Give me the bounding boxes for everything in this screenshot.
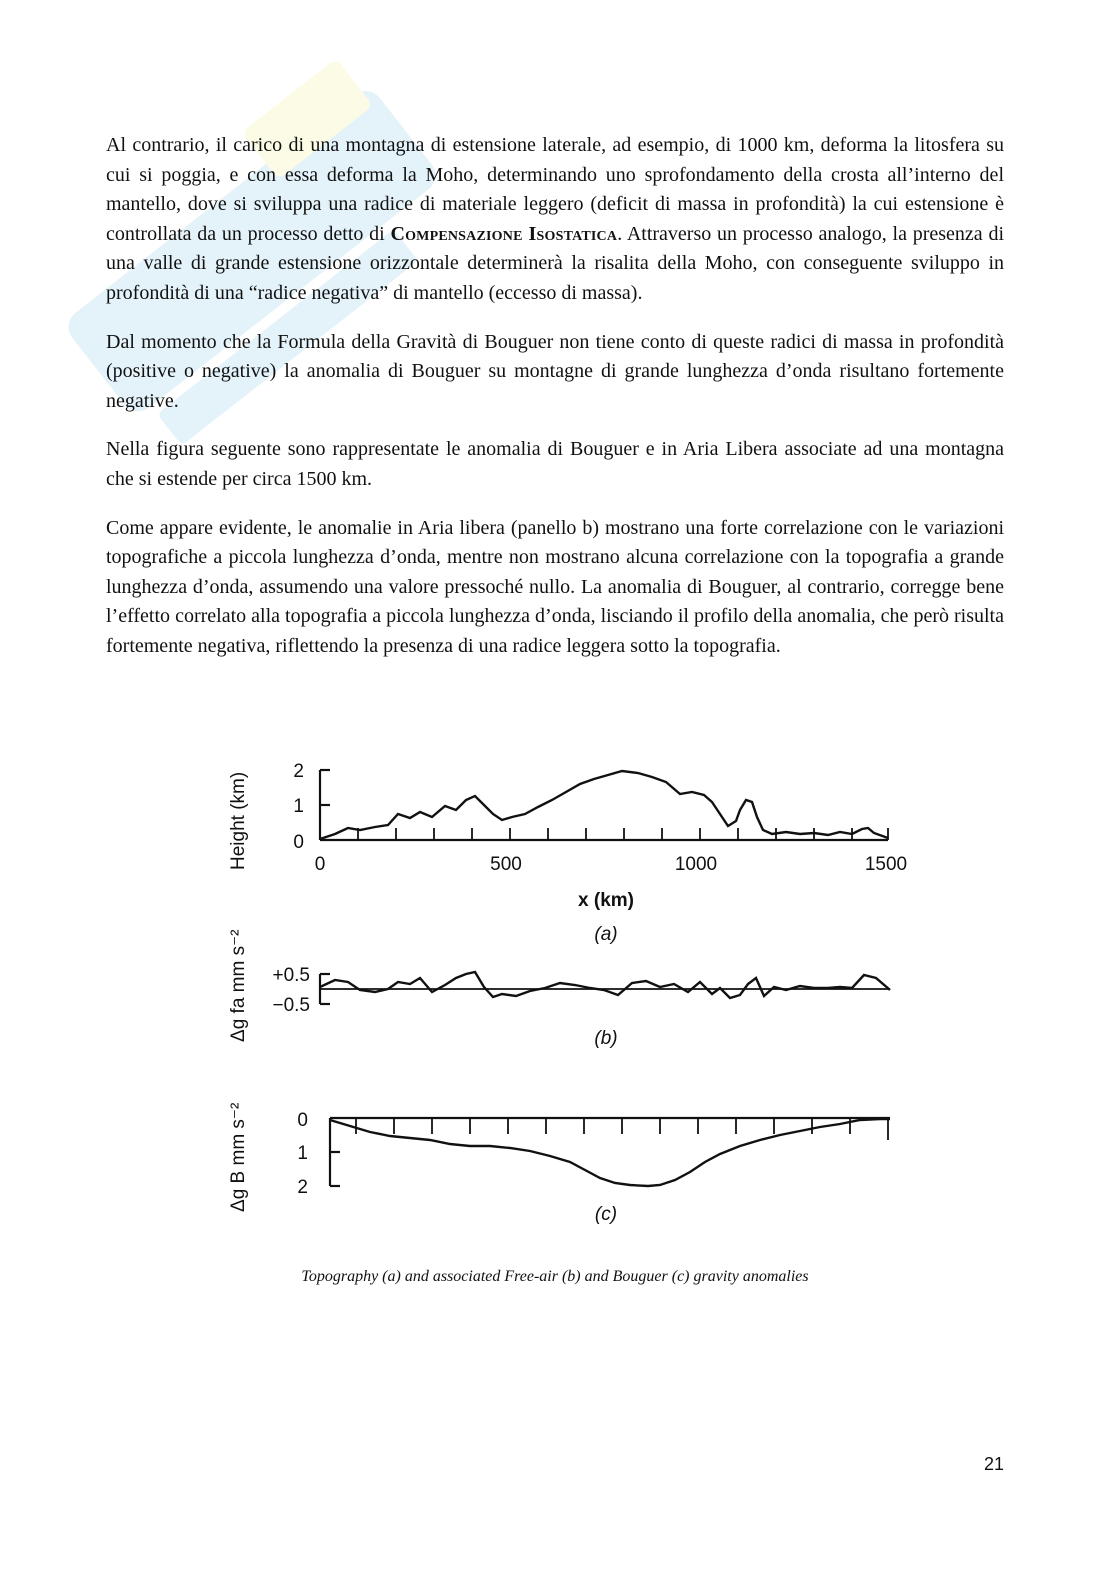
panel-a-xtick-0: 0	[314, 854, 326, 875]
panel-c-label: (c)	[594, 1204, 618, 1225]
topography-curve	[320, 771, 888, 839]
panel-c-ylabel: Δg B mm s⁻²	[228, 1102, 249, 1212]
panel-b-ytick-plus: +0.5	[272, 965, 310, 986]
panel-a-ytick-2: 2	[293, 761, 304, 782]
paragraph-4: Come appare evidente, le anomalie in Aria libera (panello b) mostrano una forte correlazione con le variazioni topografiche a piccola lunghezza d’onda, mentre non mostrano alcuna correlazione con la topografia a grande lunghezza d’onda, assumendo una valore pressoché nullo. La anomalia di Bouguer, al contrario, corregge bene l’effetto correlato alla topografia a piccola lunghezza d’onda, lisciando il profilo della anomalia, che però risulta fortemente negativa, riflettendo la presenza di una radice leggera sotto la topografia.	[106, 516, 1004, 657]
figure-caption: Topography (a) and associated Free-air (b) and Bouguer (c) gravity anomalies	[301, 1268, 809, 1285]
panel-a-ylabel: Height (km)	[228, 771, 249, 870]
panel-b-ylabel: Δg fa mm s⁻²	[228, 929, 249, 1042]
page-number: 21	[983, 1454, 1004, 1474]
panel-a	[228, 761, 907, 945]
panel-a-xtick-1500: 1500	[864, 854, 908, 875]
panel-a-label: (a)	[594, 924, 618, 945]
paragraph-3: Nella figura seguente sono rappresentate le anomalia di Bouguer e in Aria Libera associate ad una montagna che si estende per circa 1500 km.	[106, 438, 1004, 490]
panel-b-label: (b)	[594, 1028, 618, 1049]
panel-a-xtick-1000: 1000	[674, 854, 718, 875]
panel-a-xlabel: x (km)	[578, 890, 634, 911]
panel-a-xtick-500: 500	[490, 854, 522, 875]
bouguer-curve	[330, 1119, 890, 1186]
panel-a-ytick-1: 1	[293, 796, 304, 817]
panel-c	[228, 1103, 890, 1225]
term-compensazione-isostatica: Compensazione Isostatica	[390, 222, 618, 245]
panel-c-ytick-0: 0	[297, 1110, 308, 1131]
panel-b	[228, 930, 890, 1049]
free-air-curve	[320, 972, 890, 998]
body-text	[106, 131, 1004, 681]
paragraph-1: Al contrario, il carico di una montagna di estensione laterale, ad esempio, di 1000 km, deforma la litosfera su cui si poggia, e con essa deforma la Moho, determinando uno sprofondamento della crosta all’interno del mantello, dove si sviluppa una radice di materiale leggero (deficit di massa in profondità) la cui estensione è controllata da un processo detto di Compensazione Isostatica. Attraverso un processo analogo, la presenza di una valle di grande estensione orizzontale determinerà la risalita della Moho, con conseguente sviluppo in profondità di una “radice negativa” di mantello (eccesso di massa).	[106, 134, 1004, 304]
panel-a-ytick-0: 0	[293, 832, 304, 853]
panel-c-ytick-1: 1	[297, 1143, 308, 1164]
paragraph-2: Dal momento che la Formula della Gravità di Bouguer non tiene conto di queste radici di massa in profondità (positive o negative) la anomalia di Bouguer su montagne di grande lunghezza d’onda risultano fortemente negative.	[106, 330, 1004, 412]
figure-svg	[200, 742, 925, 1244]
panel-c-ytick-2: 2	[297, 1177, 308, 1198]
panel-b-ytick-minus: −0.5	[272, 995, 310, 1016]
gravity-anomaly-figure	[200, 742, 925, 1244]
